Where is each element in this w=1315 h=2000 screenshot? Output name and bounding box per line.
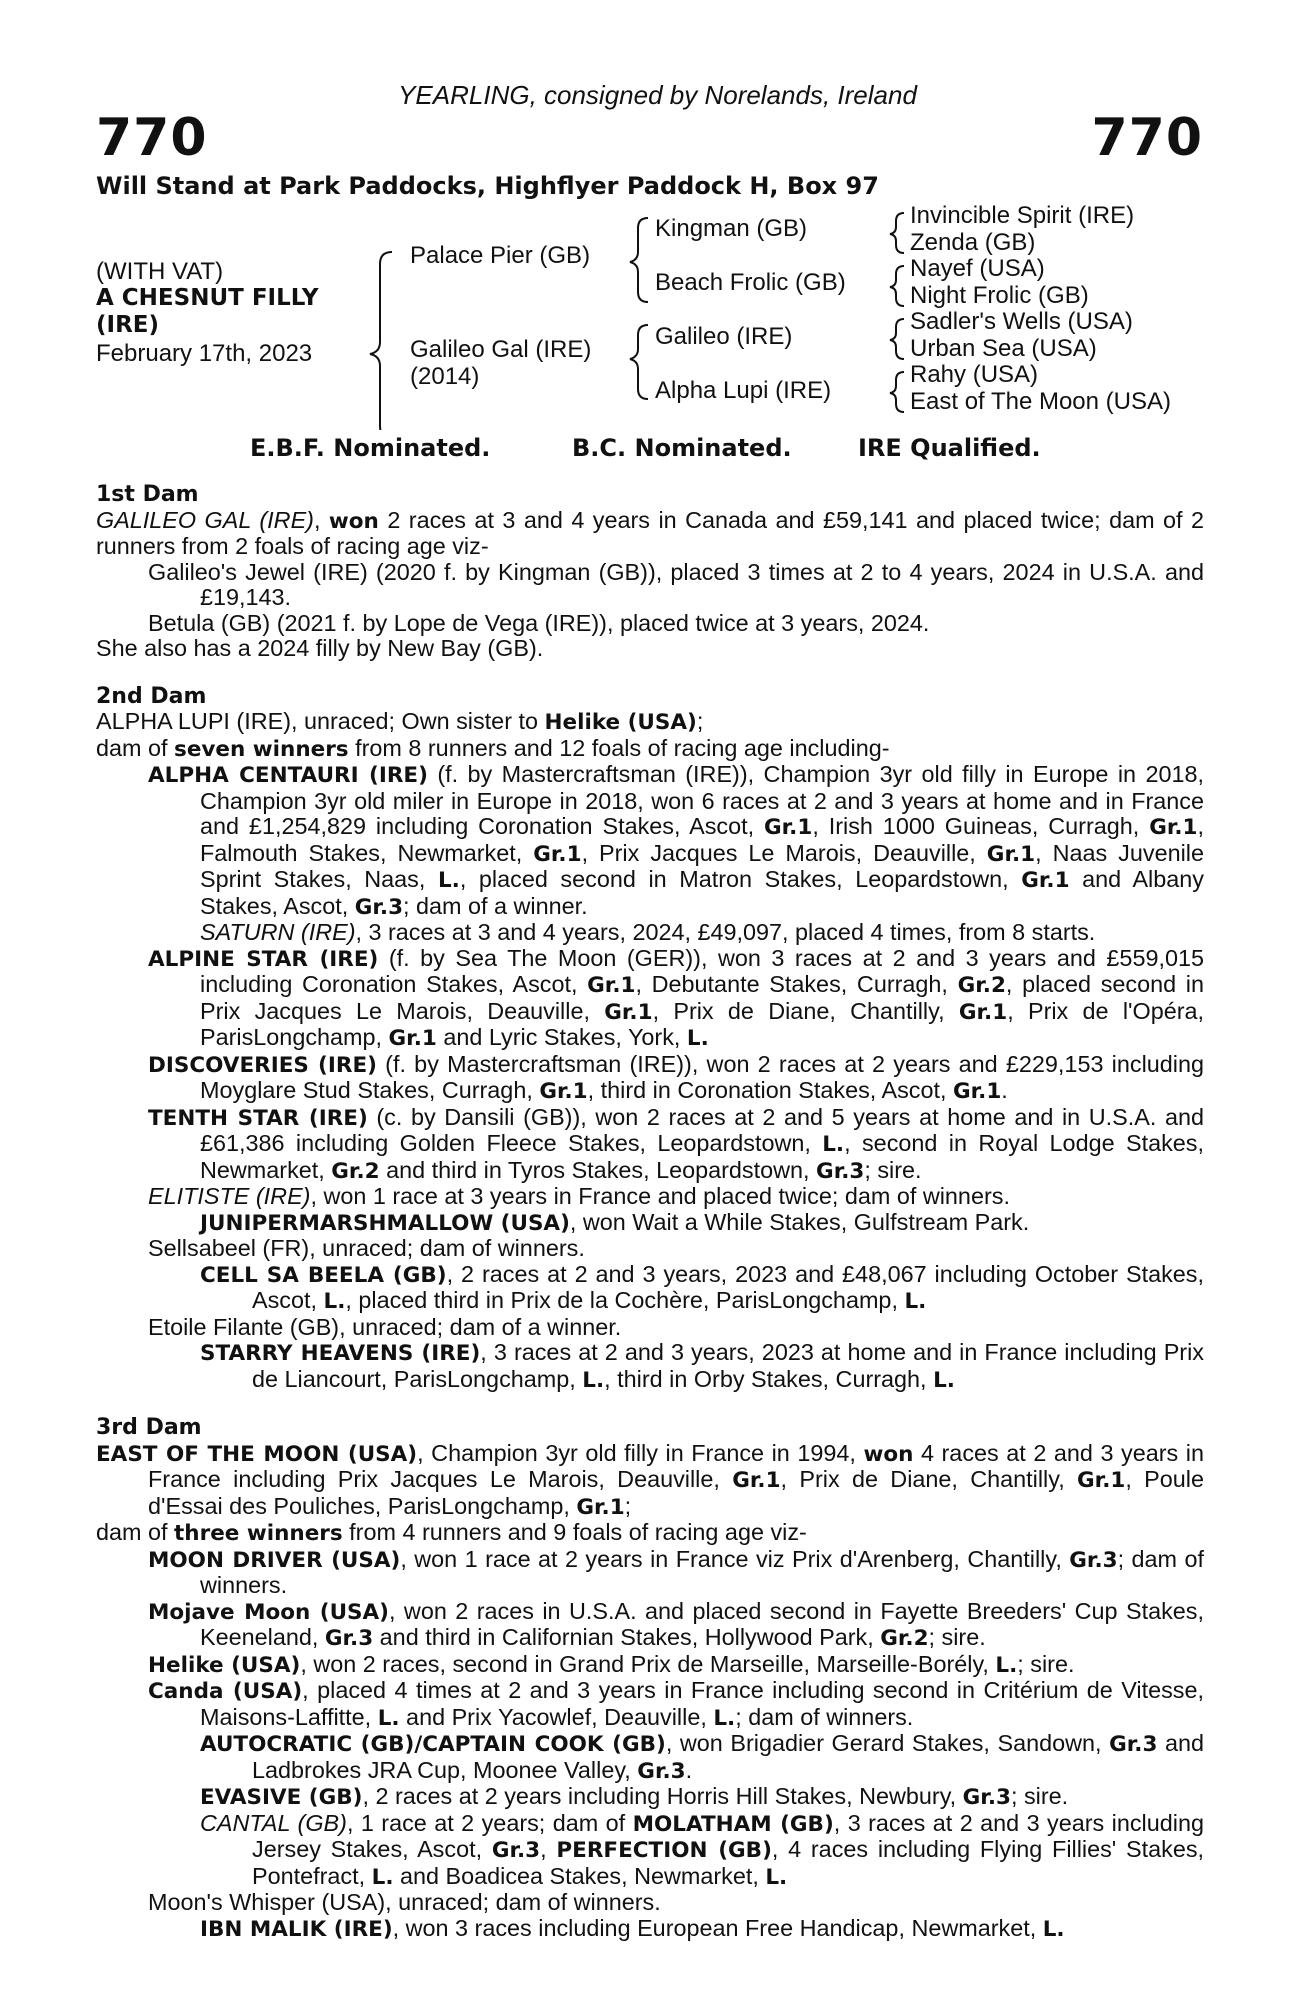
grade: Gr.1	[958, 999, 1008, 1025]
horse-name: MOON DRIVER (USA)	[148, 1547, 401, 1573]
horse-name: CANTAL (GB)	[200, 1809, 347, 1836]
produce-entry: Galileo's Jewel (IRE) (2020 f. by Kingman (GB)), placed 3 times at 2 to 4 years, 2024 in U.S.A. and £19,143.	[148, 558, 1204, 610]
produce-entry: Betula (GB) (2021 f. by Lope de Vega (IRE)), placed twice at 3 years, 2024.	[148, 609, 930, 636]
produce-entry: Moon's Whisper (USA), unraced; dam of winners.	[148, 1889, 661, 1915]
text: and Boadicea Stakes, Newmarket,	[393, 1862, 766, 1889]
grade: Gr.3	[491, 1838, 541, 1863]
stand-location: Will Stand at Park Paddocks, Highflyer Paddock H, Box 97	[96, 172, 879, 200]
horse-name: PERFECTION (GB)	[556, 1838, 772, 1863]
produce-entry	[148, 1599, 1204, 1652]
lot-number-right: 770	[1091, 108, 1203, 168]
grade: Gr.1	[587, 973, 636, 998]
text: dam of	[96, 734, 175, 761]
text: , 2 races at 2 and 3 years, 2023 and £48,067 including October Stakes, Ascot,	[252, 1260, 1204, 1313]
produce-note: She also has a 2024 filly by New Bay (GB).	[96, 635, 544, 661]
grade: Gr.1	[986, 841, 1036, 867]
text: from 4 runners and 9 foals of racing age viz-	[342, 1519, 807, 1545]
text: , 2 races at 2 years including Horris Hill Stakes, Newbury,	[362, 1783, 963, 1809]
produce-entry	[148, 762, 1204, 920]
listed: L.	[1042, 1916, 1065, 1942]
text: , Poule d'Essai des Pouliches, ParisLongchamp,	[148, 1466, 1204, 1519]
ggen-1: Invincible Spirit (IRE)	[910, 202, 1135, 229]
foaling-date: February 17th, 2023	[96, 340, 313, 367]
text: , third in Coronation Stakes, Ascot,	[587, 1077, 953, 1103]
horse-name: ALPINE STAR (IRE)	[148, 946, 379, 972]
produce-entry	[200, 920, 1204, 946]
sire-dam: Beach Frolic (GB)	[655, 269, 846, 296]
listed: L.	[822, 1132, 845, 1157]
text: and Ladbrokes JRA Cup, Moonee Valley,	[252, 1730, 1205, 1783]
ggen-6: Urban Sea (USA)	[910, 335, 1097, 362]
grade: Gr.1	[732, 1468, 781, 1493]
text: ALPHA LUPI (IRE), unraced; Own sister to	[96, 708, 545, 734]
text: , 3 races at 3 and 4 years, 2024, £49,097, placed 4 times, from 8 starts.	[355, 919, 1096, 945]
horse-name: CELL SA BEELA (GB)	[200, 1262, 447, 1288]
produce-entry: Sellsabeel (FR), unraced; dam of winners.	[148, 1235, 585, 1261]
grade: Gr.1	[764, 815, 813, 840]
grade: Gr.1	[1077, 1468, 1126, 1493]
produce-entry	[148, 1052, 1204, 1105]
grade: Gr.3	[962, 1785, 1011, 1810]
text: ; sire.	[1010, 1783, 1069, 1809]
catalogue-body	[96, 482, 1204, 1942]
text: , won 1 race at 3 years in France and placed twice; dam of winners.	[310, 1183, 1010, 1209]
produce-entry	[200, 1784, 1204, 1811]
text: .	[685, 1756, 693, 1783]
text: ; sire.	[1017, 1650, 1075, 1677]
produce-entry	[148, 1652, 1204, 1679]
dam-sire: Galileo (IRE)	[655, 323, 793, 350]
text: , placed third in Prix de la Cochère, ParisLongchamp,	[345, 1287, 905, 1313]
text: ; dam of winners.	[200, 1545, 1204, 1598]
third-dam-heading: 3rd Dam	[96, 1415, 202, 1440]
grade: Gr.1	[576, 1494, 625, 1520]
ggen-3: Nayef (USA)	[910, 255, 1045, 282]
listed: L.	[713, 1705, 736, 1731]
text: , Debutante Stakes, Curragh,	[635, 971, 958, 997]
text: , Prix de Diane, Chantilly,	[780, 1466, 1078, 1492]
text: , 1 race at 2 years; dam of	[346, 1809, 633, 1836]
horse-name: DISCOVERIES (IRE)	[148, 1052, 377, 1078]
text: , 3 races at 2 and 3 years, 2023 at home and in France including Prix de Liancourt, ParisLongchamp,	[252, 1339, 1204, 1392]
text: , 4 races including Flying Fillies' Stakes, Pontefract,	[252, 1836, 1205, 1889]
sire: Palace Pier (GB)	[410, 242, 591, 269]
listed: L.	[933, 1367, 955, 1393]
dam: Galileo Gal (IRE)	[410, 336, 592, 363]
bc-nomination: B.C. Nominated.	[572, 434, 792, 462]
listed: L.	[377, 1705, 400, 1731]
ggen-5: Sadler's Wells (USA)	[910, 308, 1133, 335]
horse-name: EAST OF THE MOON (USA)	[96, 1441, 418, 1467]
sire-sire: Kingman (GB)	[655, 215, 808, 242]
consignment-line: YEARLING, consigned by Norelands, Ireland	[398, 80, 917, 110]
grade: Gr.3	[324, 1626, 374, 1651]
grade: Gr.2	[331, 1158, 380, 1184]
third-dam-summary	[96, 1441, 1204, 1521]
ggen-7: Rahy (USA)	[910, 361, 1039, 388]
grade: Gr.1	[952, 1079, 1002, 1104]
listed: L.	[323, 1289, 346, 1314]
text: and Prix Yacowlef, Deauville,	[399, 1703, 714, 1730]
text: dam of	[96, 1519, 175, 1545]
produce-entry	[200, 1262, 1204, 1315]
produce-entry	[200, 1340, 1204, 1393]
text: , placed second in Matron Stakes, Leopardstown,	[459, 866, 1022, 892]
ggen-4: Night Frolic (GB)	[910, 282, 1089, 309]
text: ; dam of a winner.	[403, 892, 588, 919]
horse-name: SATURN (IRE)	[200, 919, 356, 945]
text: , second in Royal Lodge Stakes, Newmarket,	[200, 1130, 1204, 1183]
horse-name: IBN MALIK (IRE)	[200, 1916, 393, 1942]
grade: Gr.3	[637, 1758, 686, 1784]
horse-name-country: (IRE)	[96, 312, 160, 338]
ire-qualified: IRE Qualified.	[858, 434, 1041, 462]
produce-entry: Etoile Filante (GB), unraced; dam of a winner.	[148, 1313, 622, 1340]
grade: Gr.3	[1069, 1547, 1118, 1573]
horse-name: MOLATHAM (GB)	[632, 1811, 834, 1837]
horse-name: AUTOCRATIC (GB)/CAPTAIN COOK (GB)	[200, 1732, 666, 1757]
ggen-2: Zenda (GB)	[910, 229, 1036, 256]
text: , won 3 races including European Free Handicap, Newmarket,	[392, 1914, 1043, 1941]
text: , Prix de l'Opéra, ParisLongchamp,	[200, 997, 1205, 1050]
listed: L.	[437, 868, 460, 893]
horse-name: STARRY HEAVENS (IRE)	[200, 1341, 481, 1366]
winner-count: seven winners	[174, 736, 349, 762]
text: , third in Orby Stakes, Curragh,	[604, 1365, 934, 1392]
second-dam-heading: 2nd Dam	[96, 683, 207, 709]
text: and Albany Stakes, Ascot,	[200, 866, 1204, 919]
text: ;	[624, 1492, 632, 1519]
produce-entry	[148, 1184, 1204, 1210]
first-dam-summary	[96, 508, 1204, 560]
horse-name: JUNIPERMARSHMALLOW (USA)	[200, 1210, 570, 1236]
text: , 3 races at 2 and 3 years including Jersey Stakes, Ascot,	[252, 1809, 1204, 1862]
text: , placed 4 times at 2 and 3 years in France including second in Critérium de Vitesse, Maisons-Laffitte,	[200, 1677, 1204, 1730]
ggen-8: East of The Moon (USA)	[910, 388, 1171, 415]
horse-name: A CHESNUT FILLY	[96, 285, 319, 311]
produce-entry	[148, 946, 1204, 1052]
horse-name: Helike (USA)	[544, 710, 697, 735]
grade: Gr.1	[1021, 868, 1070, 893]
listed: L.	[686, 1026, 709, 1051]
horse-name: EVASIVE (GB)	[200, 1785, 363, 1810]
ebf-nomination: E.B.F. Nominated.	[250, 434, 491, 462]
text: ,	[313, 506, 329, 533]
text: , won 2 races, second in Grand Prix de Marseille, Marseille-Borély,	[300, 1650, 996, 1677]
grade: Gr.1	[539, 1079, 588, 1104]
listed: L.	[995, 1652, 1018, 1678]
text: and Lyric Stakes, York,	[436, 1024, 687, 1050]
text: (f. by Mastercraftsman (IRE)), won 2 races at 2 years and £229,153 including Moyglare Stud Stakes, Curragh,	[200, 1050, 1205, 1103]
grade: Gr.1	[533, 841, 582, 867]
text: , placed second in Prix Jacques Le Marois, Deauville,	[200, 971, 1204, 1024]
text: , Falmouth Stakes, Newmarket,	[200, 813, 1204, 866]
grade: Gr.3	[354, 894, 404, 920]
produce-entry	[200, 1210, 1204, 1237]
dam-dam: Alpha Lupi (IRE)	[655, 377, 832, 404]
listed: L.	[765, 1864, 788, 1890]
produce-entry	[200, 1916, 1204, 1943]
lot-number-left: 770	[96, 108, 208, 168]
listed: L.	[582, 1367, 605, 1393]
text: (f. by Sea The Moon (GER)), won 3 races at 2 and 3 years and £559,015 including Coronation Stakes, Ascot,	[200, 944, 1204, 997]
text: , won 2 races in U.S.A. and placed second in Fayette Breeders' Cup Stakes, Keeneland,	[200, 1597, 1205, 1650]
won-word: won	[328, 508, 379, 534]
dam-year: (2014)	[410, 363, 480, 390]
text: .	[1001, 1077, 1008, 1103]
text: , Prix de Diane, Chantilly,	[652, 997, 959, 1024]
vat-note: (WITH VAT)	[96, 258, 224, 285]
text: , won 1 race at 2 years in France viz Prix d'Arenberg, Chantilly,	[400, 1545, 1070, 1572]
grade: Gr.3	[816, 1158, 865, 1184]
grade: Gr.2	[880, 1626, 929, 1651]
text: and third in Tyros Stakes, Leopardstown,	[379, 1156, 817, 1183]
horse-name: Mojave Moon (USA)	[148, 1599, 389, 1625]
horse-name: ELITISTE (IRE)	[148, 1183, 311, 1209]
text: , won Brigadier Gerard Stakes, Sandown,	[665, 1730, 1110, 1756]
second-dam-summary	[96, 709, 1204, 736]
text: ; dam of winners.	[735, 1703, 914, 1730]
text: , Naas Juvenile Sprint Stakes, Naas,	[200, 839, 1205, 892]
first-dam-heading: 1st Dam	[96, 482, 199, 507]
won-word: won	[863, 1441, 914, 1467]
produce-entry	[148, 1547, 1204, 1599]
produce-entry	[200, 1731, 1204, 1784]
horse-name: Canda (USA)	[148, 1679, 303, 1704]
second-dam-produce-summary	[96, 736, 1204, 763]
listed: L.	[904, 1289, 927, 1314]
horse-name: TENTH STAR (IRE)	[148, 1105, 368, 1131]
listed: L.	[371, 1864, 394, 1890]
text: , Champion 3yr old filly in France in 1994,	[417, 1439, 864, 1466]
grade: Gr.1	[1149, 815, 1198, 840]
grade: Gr.3	[1109, 1732, 1158, 1757]
text: 4 races at 2 and 3 years in France including Prix Jacques Le Marois, Deauville,	[148, 1439, 1204, 1492]
winner-count: three winners	[174, 1521, 343, 1546]
text: from 8 runners and 12 foals of racing age including-	[348, 734, 890, 761]
grade: Gr.1	[388, 1026, 437, 1051]
text: 2 races at 3 and 4 years in Canada and £59,141 and placed twice; dam of 2 runners from 2 foals of racing age viz-	[96, 506, 1204, 559]
text: (c. by Dansili (GB)), won 2 races at 2 and 5 years at home and in U.S.A. and £61,386 including Golden Fleece Stakes, Leopardstown,	[200, 1103, 1204, 1156]
produce-entry	[148, 1105, 1204, 1185]
produce-entry	[148, 1678, 1204, 1731]
dam-name: GALILEO GAL (IRE)	[96, 506, 314, 533]
grade: Gr.1	[604, 999, 653, 1025]
text: and third in Californian Stakes, Hollywood Park,	[373, 1624, 881, 1650]
horse-name: ALPHA CENTAURI (IRE)	[148, 763, 428, 788]
text: , Irish 1000 Guineas, Curragh,	[812, 813, 1150, 839]
text: ;	[696, 708, 704, 734]
third-dam-produce-summary	[96, 1520, 1204, 1547]
text: ; sire.	[864, 1156, 922, 1183]
text: , Prix Jacques Le Marois, Deauville,	[581, 839, 987, 866]
text: ,	[540, 1836, 557, 1862]
produce-entry	[200, 1811, 1204, 1891]
horse-name: Helike (USA)	[148, 1652, 301, 1678]
grade: Gr.2	[957, 973, 1006, 998]
text: (f. by Mastercraftsman (IRE)), Champion 3yr old filly in Europe in 2018, Champion 3yr old miler in Europe in 2018, won 6 races at 2 and 3 years at home and in France and £1,254,829 including Coronation Stakes, Ascot,	[200, 761, 1204, 839]
text: ; sire.	[928, 1624, 986, 1650]
text: , won Wait a While Stakes, Gulfstream Park.	[569, 1208, 1030, 1235]
